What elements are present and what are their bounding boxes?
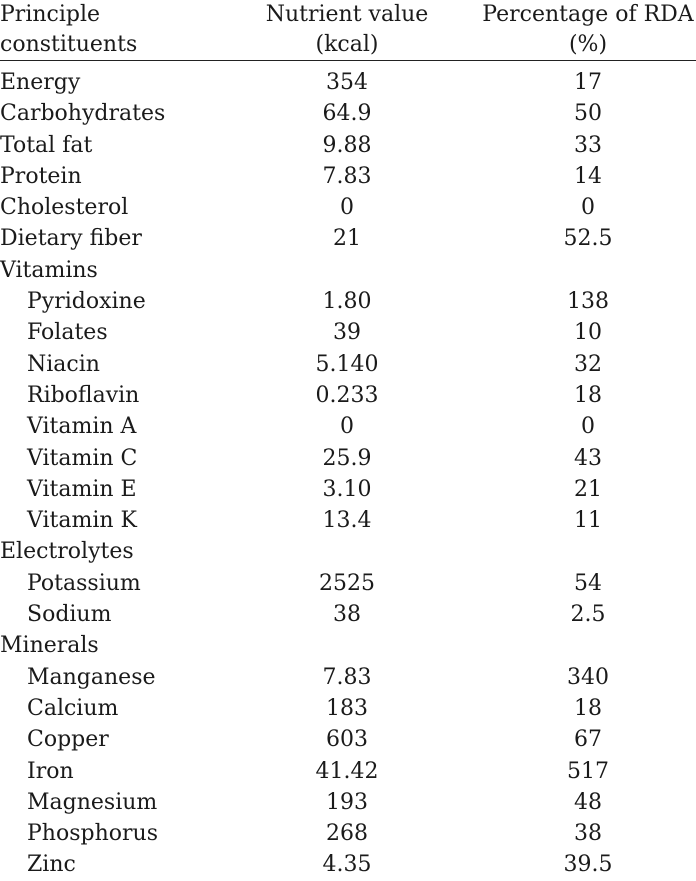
constituent-name: Carbohydrates — [0, 101, 166, 127]
nutrient-value: 5.140 — [315, 351, 379, 377]
nutrient-value: 603 — [326, 727, 368, 753]
table-row — [0, 192, 696, 223]
rda-percentage: 38 — [574, 821, 602, 847]
table-row — [0, 411, 696, 442]
constituent-name: Total fat — [0, 132, 93, 158]
nutrient-value: 0.233 — [315, 382, 379, 408]
rda-percentage: 14 — [574, 163, 602, 189]
rda-percentage: 67 — [574, 727, 602, 753]
constituent-name: Niacin — [27, 351, 100, 377]
constituent-name: Vitamin E — [27, 476, 137, 502]
nutrient-value: 38 — [333, 602, 361, 628]
rda-percentage: 517 — [567, 758, 609, 784]
nutrient-value: 39 — [333, 320, 361, 346]
nutrient-value: 13.4 — [322, 508, 372, 534]
header-nutrient-value — [252, 0, 442, 60]
nutrient-value: 7.83 — [322, 664, 372, 690]
rda-percentage: 21 — [574, 476, 602, 502]
rda-percentage: 10 — [574, 320, 602, 346]
table-row — [0, 724, 696, 755]
table-row — [0, 693, 696, 724]
header-nutrient-value-line1: Nutrient value — [265, 2, 429, 27]
rda-percentage: 52.5 — [563, 226, 613, 252]
nutrient-value: 41.42 — [315, 758, 379, 784]
nutrient-value: 25.9 — [322, 445, 372, 471]
rda-percentage: 39.5 — [563, 852, 613, 878]
header-rda-percentage — [480, 0, 696, 60]
table-row — [0, 568, 696, 599]
header-rda-line2: (%) — [568, 32, 608, 57]
nutrient-value: 0 — [340, 195, 354, 221]
constituent-name: Vitamin C — [27, 445, 138, 471]
nutrient-value: 183 — [326, 695, 368, 721]
rda-percentage: 18 — [574, 382, 602, 408]
rda-percentage: 50 — [574, 101, 602, 127]
constituent-name: Sodium — [27, 602, 112, 628]
rda-percentage: 33 — [574, 132, 602, 158]
constituent-name: Pyridoxine — [27, 289, 146, 315]
table-row — [0, 599, 696, 630]
nutrient-value: 193 — [326, 789, 368, 815]
section-heading: Vitamins — [0, 257, 98, 283]
constituent-name: Vitamin A — [27, 414, 137, 440]
table-row — [0, 756, 696, 787]
constituent-name: Vitamin K — [27, 508, 137, 534]
table-row — [0, 286, 696, 317]
rda-percentage: 138 — [567, 289, 609, 315]
constituent-name: Cholesterol — [0, 195, 129, 221]
nutrient-value: 3.10 — [322, 476, 372, 502]
rda-percentage: 43 — [574, 445, 602, 471]
rda-percentage: 0 — [581, 195, 595, 221]
table-row — [0, 787, 696, 818]
section-row-electrolytes — [0, 536, 696, 567]
table-body — [0, 61, 696, 881]
section-heading: Minerals — [0, 633, 99, 659]
header-nutrient-value-line2: (kcal) — [315, 32, 379, 57]
table-row — [0, 161, 696, 192]
rda-percentage: 11 — [574, 508, 602, 534]
table-row — [0, 67, 696, 98]
rda-percentage: 18 — [574, 695, 602, 721]
table-row — [0, 474, 696, 505]
table-row — [0, 349, 696, 380]
constituent-name: Calcium — [27, 695, 119, 721]
section-row-minerals — [0, 630, 696, 661]
constituent-name: Folates — [27, 320, 108, 346]
nutrient-value: 0 — [340, 414, 354, 440]
nutrient-value: 2525 — [319, 570, 375, 596]
constituent-name: Manganese — [27, 664, 156, 690]
table-row — [0, 380, 696, 411]
constituent-name: Protein — [0, 163, 82, 189]
constituent-name: Potassium — [27, 570, 141, 596]
constituent-name: Riboflavin — [27, 382, 140, 408]
header-constituents-line1: Principle — [0, 2, 101, 27]
rda-percentage: 17 — [574, 70, 602, 95]
rda-percentage: 54 — [574, 570, 602, 596]
header-constituents — [0, 0, 137, 60]
rda-percentage: 340 — [567, 664, 609, 690]
constituent-name: Zinc — [27, 852, 76, 878]
table-row — [0, 662, 696, 693]
rda-percentage: 2.5 — [570, 602, 606, 628]
table-row — [0, 849, 696, 880]
nutrient-value: 4.35 — [322, 852, 372, 878]
table-row — [0, 317, 696, 348]
constituent-name: Copper — [27, 727, 109, 753]
nutrient-value: 1.80 — [322, 289, 372, 315]
rda-percentage: 0 — [581, 414, 595, 440]
nutrient-value: 268 — [326, 821, 368, 847]
table-row — [0, 818, 696, 849]
table-header — [0, 0, 696, 61]
section-row-vitamins — [0, 255, 696, 286]
table-row — [0, 443, 696, 474]
constituent-name: Magnesium — [27, 789, 158, 815]
table-row — [0, 130, 696, 161]
nutrient-value: 354 — [326, 70, 368, 95]
section-heading: Electrolytes — [0, 539, 134, 565]
constituent-name: Dietary fiber — [0, 226, 142, 252]
table-row — [0, 98, 696, 129]
rda-percentage: 32 — [574, 351, 602, 377]
nutrient-value: 64.9 — [322, 101, 372, 127]
table-row — [0, 223, 696, 254]
header-rda-line1: Percentage of RDA — [482, 2, 694, 27]
constituent-name: Iron — [27, 758, 74, 784]
nutrient-value: 7.83 — [322, 163, 372, 189]
constituent-name: Energy — [0, 70, 81, 95]
header-constituents-line2: constituents — [0, 32, 138, 57]
rda-percentage: 48 — [574, 789, 602, 815]
nutrient-value: 9.88 — [322, 132, 372, 158]
constituent-name: Phosphorus — [27, 821, 158, 847]
table-row — [0, 505, 696, 536]
nutrient-value: 21 — [333, 226, 361, 252]
